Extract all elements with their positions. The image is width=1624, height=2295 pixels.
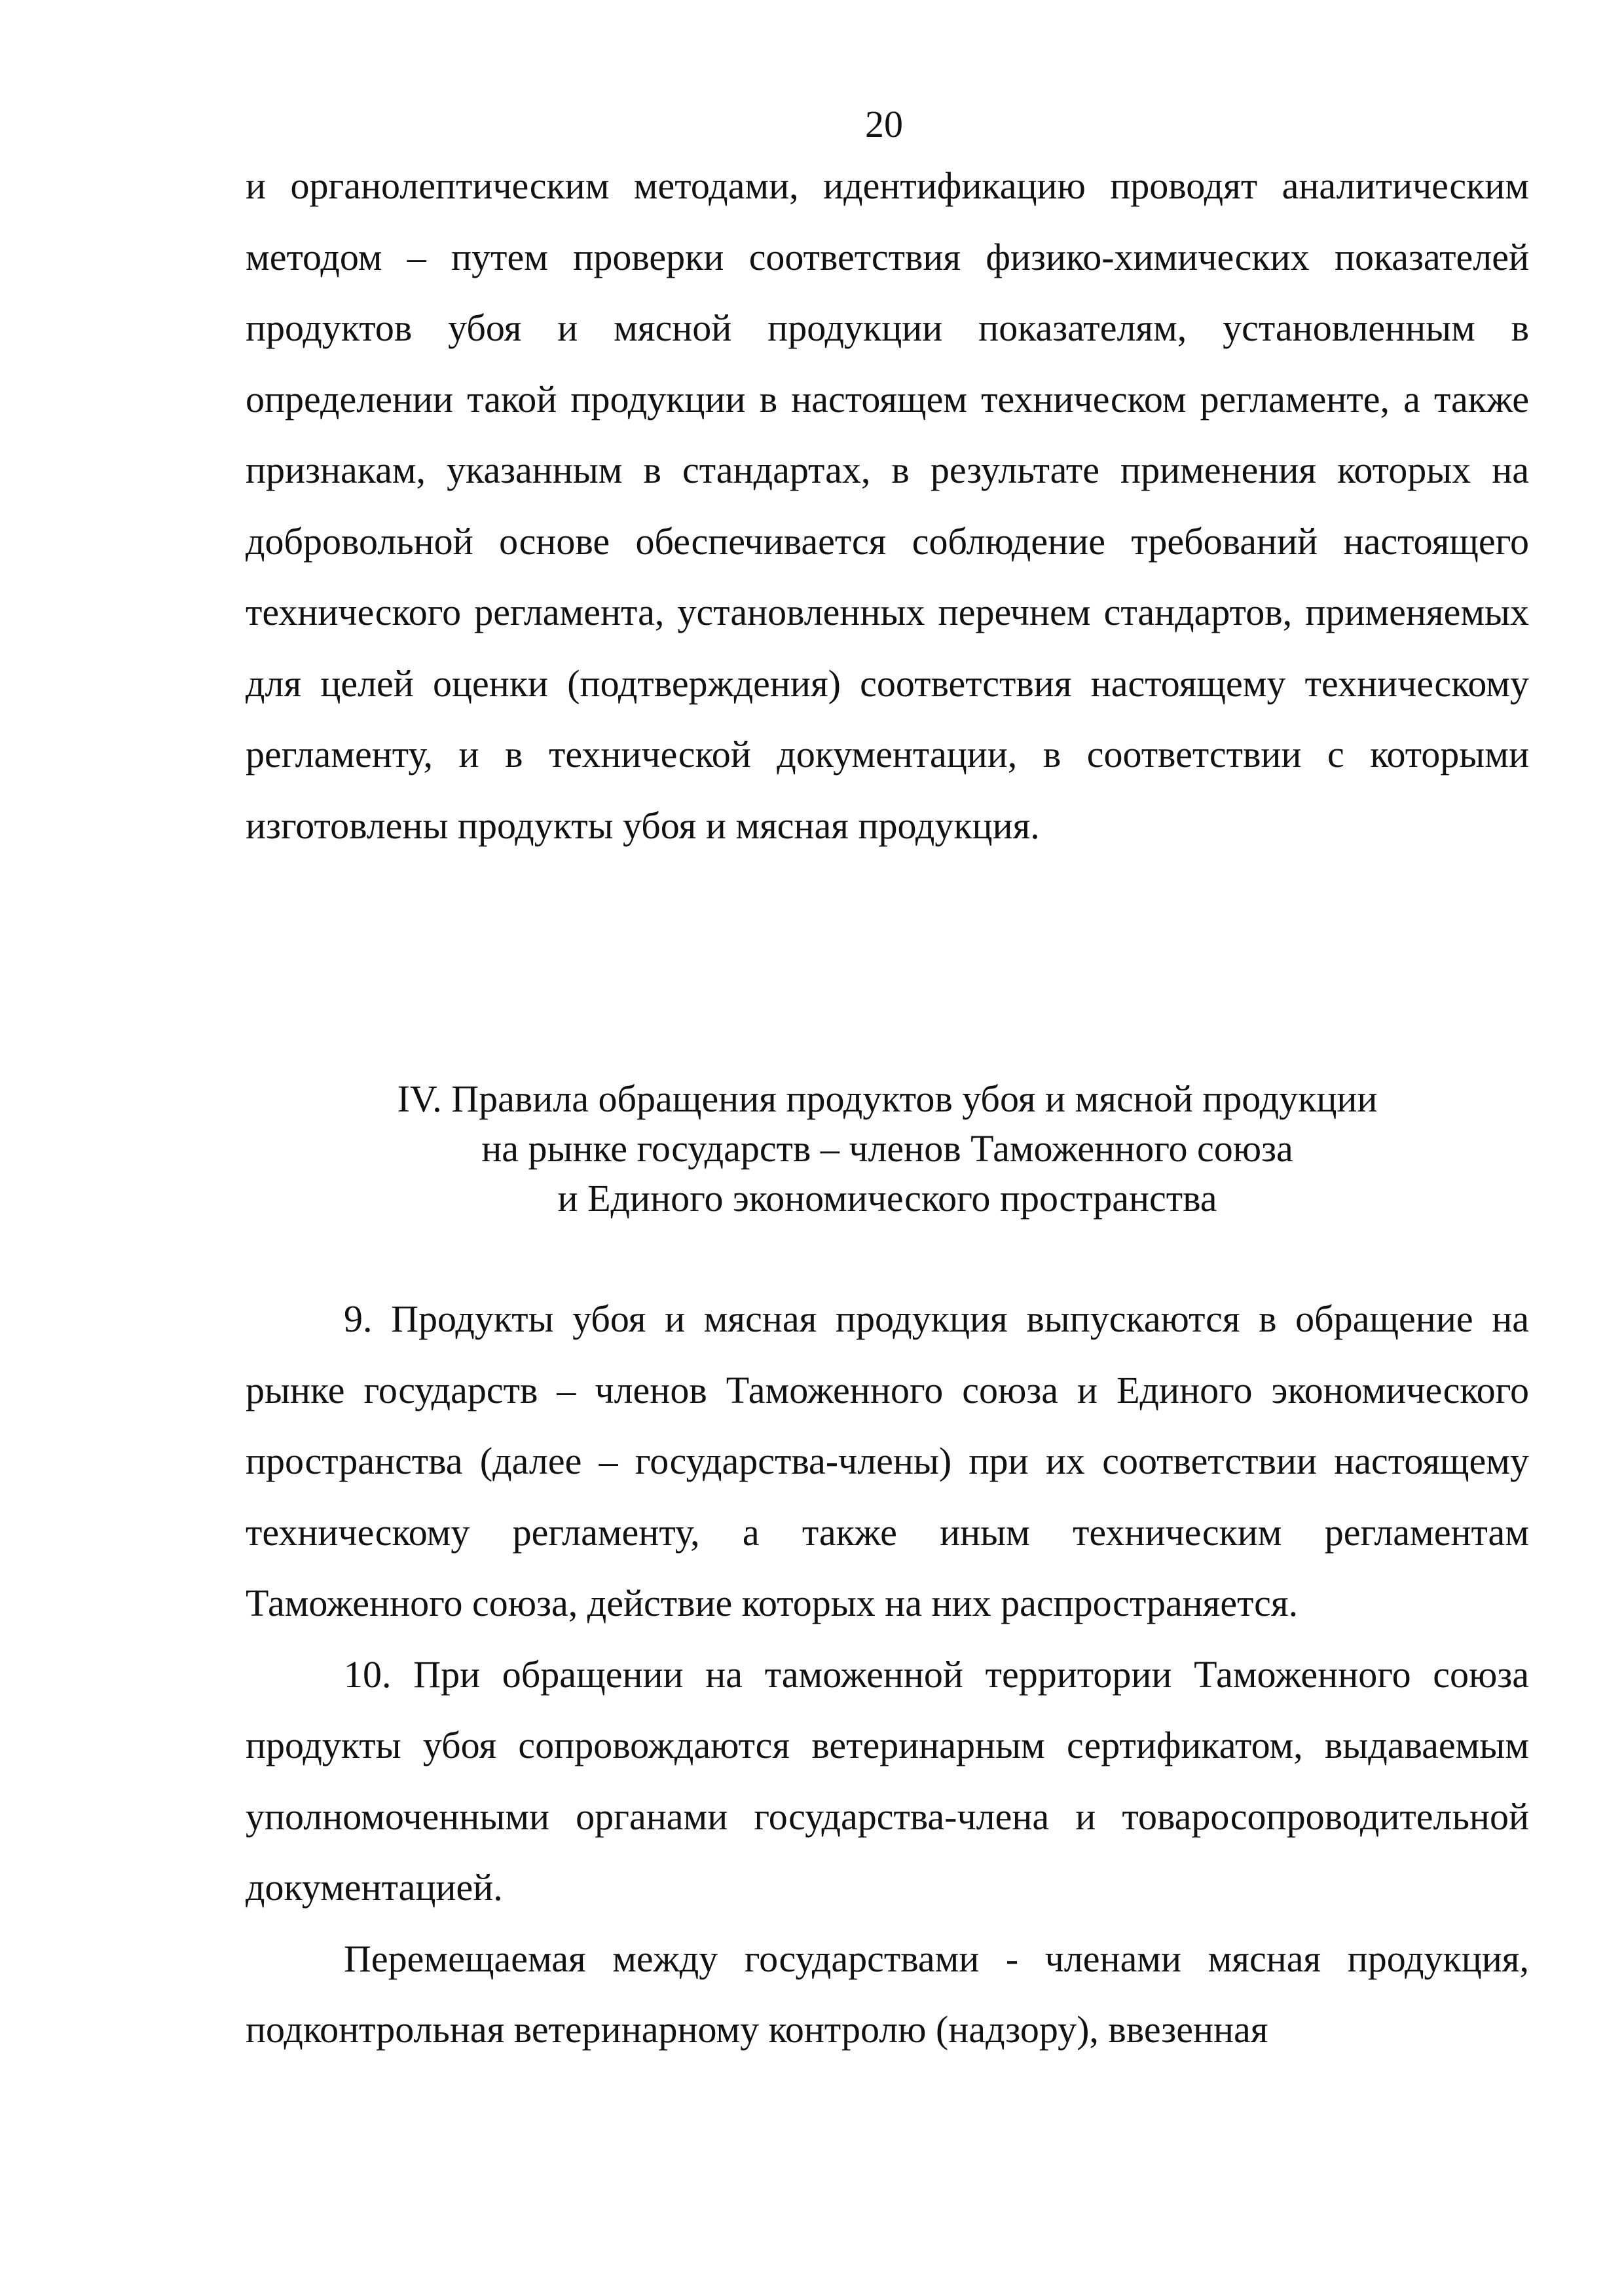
section-heading — [246, 1074, 1529, 1223]
top-text-block — [246, 151, 1529, 861]
page-number: 20 — [865, 103, 903, 145]
section-heading-line-3: и Единого экономического пространства — [557, 1177, 1217, 1220]
continued-paragraph: и органолептическим методами, идентификацию проводят аналитическим методом – путем проверки соответствия физико-химических показателей продуктов убоя и мясной продукции показателям, установленным в определении такой продукции в настоящем техническом регламенте, а также признакам, указанным в стандартах, в результате применения которых на добровольной основе обеспечивается соблюдение требований настоящего технического регламента, установленных перечнем стандартов, применяемых для целей оценки (подтверждения) соответствия настоящему техническому регламенту, и в технической документации, в соответствии с которыми изготовлены продукты убоя и мясная продукция. — [246, 164, 1529, 847]
section-heading-line-2: на рынке государств – членов Таможенного союза — [481, 1127, 1293, 1170]
paragraph-10: 10. При обращении на таможенной территории Таможенного союза продукты убоя сопровождаются ветеринарным сертификатом, выдаваемым уполномоченными органами государства-члена и товаросопроводительной документацией. — [246, 1652, 1529, 1909]
paragraph-9: 9. Продукты убоя и мясная продукция выпускаются в обращение на рынке государств – членов Таможенного союза и Единого экономического пространства (далее – государства-члены) при их соответствии настоящему техническому регламенту, а также иным техническим регламентам Таможенного союза, действие которых на них распространяется. — [246, 1297, 1529, 1624]
paragraph-11: Перемещаемая между государствами - членами мясная продукция, подконтрольная ветеринарному контролю (надзору), ввезенная — [246, 1937, 1529, 2051]
bottom-text-block — [246, 1284, 1529, 2066]
section-heading-line-1: IV. Правила обращения продуктов убоя и мясной продукции — [397, 1077, 1378, 1120]
